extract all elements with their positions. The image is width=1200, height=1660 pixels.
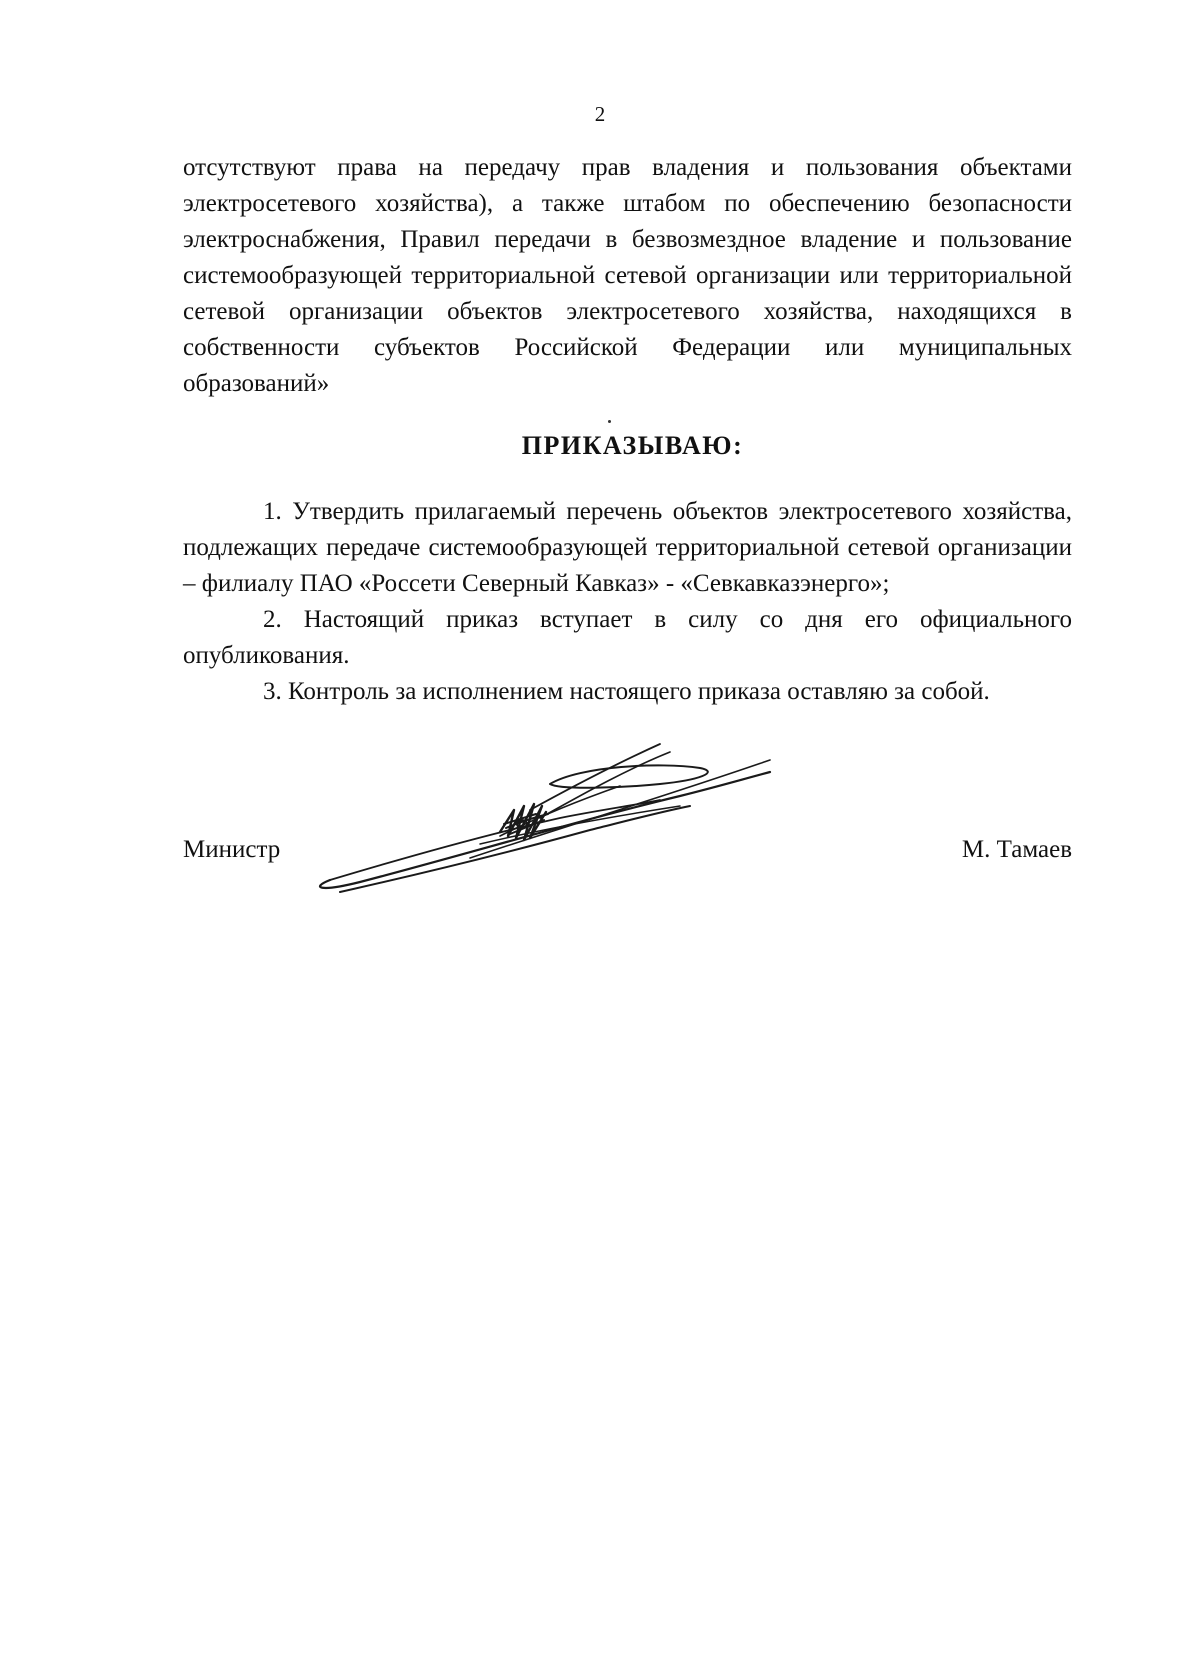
order-item-1: 1. Утвердить прилагаемый перечень объектов электросетевого хозяйства, подлежащих передаче системообразующей территориальной сетевой организации – филиалу ПАО «Россети Северный Кавказ» - «Севкавказэнерго»; [183, 498, 1072, 597]
order-item-2: 2. Настоящий приказ вступает в силу со дня его официального опубликования. [183, 606, 1072, 669]
order-heading: ПРИКАЗЫВАЮ: [521, 431, 744, 460]
handwritten-signature [300, 740, 820, 920]
order-list [183, 494, 1072, 710]
order-item-3: 3. Контроль за исполнением настоящего приказа оставляю за собой. [263, 678, 990, 705]
scan-speck [608, 420, 611, 423]
signatory-name: М. Тамаев [961, 836, 1072, 863]
intro-paragraph: отсутствуют права на передачу прав владения и пользования объектами электросетевого хозяйства), а также штабом по обеспечению безопасности электроснабжения, Правил передачи в безвозмездное владение и пользование системообразующей территориальной сетевой организации или территориальной сетевой организации объектов электросетевого хозяйства, находящихся в собственности субъектов Российской Федерации или муниципальных образований» [183, 154, 1072, 397]
signatory-title: Министр [183, 836, 281, 863]
page-number: 2 [594, 102, 606, 126]
